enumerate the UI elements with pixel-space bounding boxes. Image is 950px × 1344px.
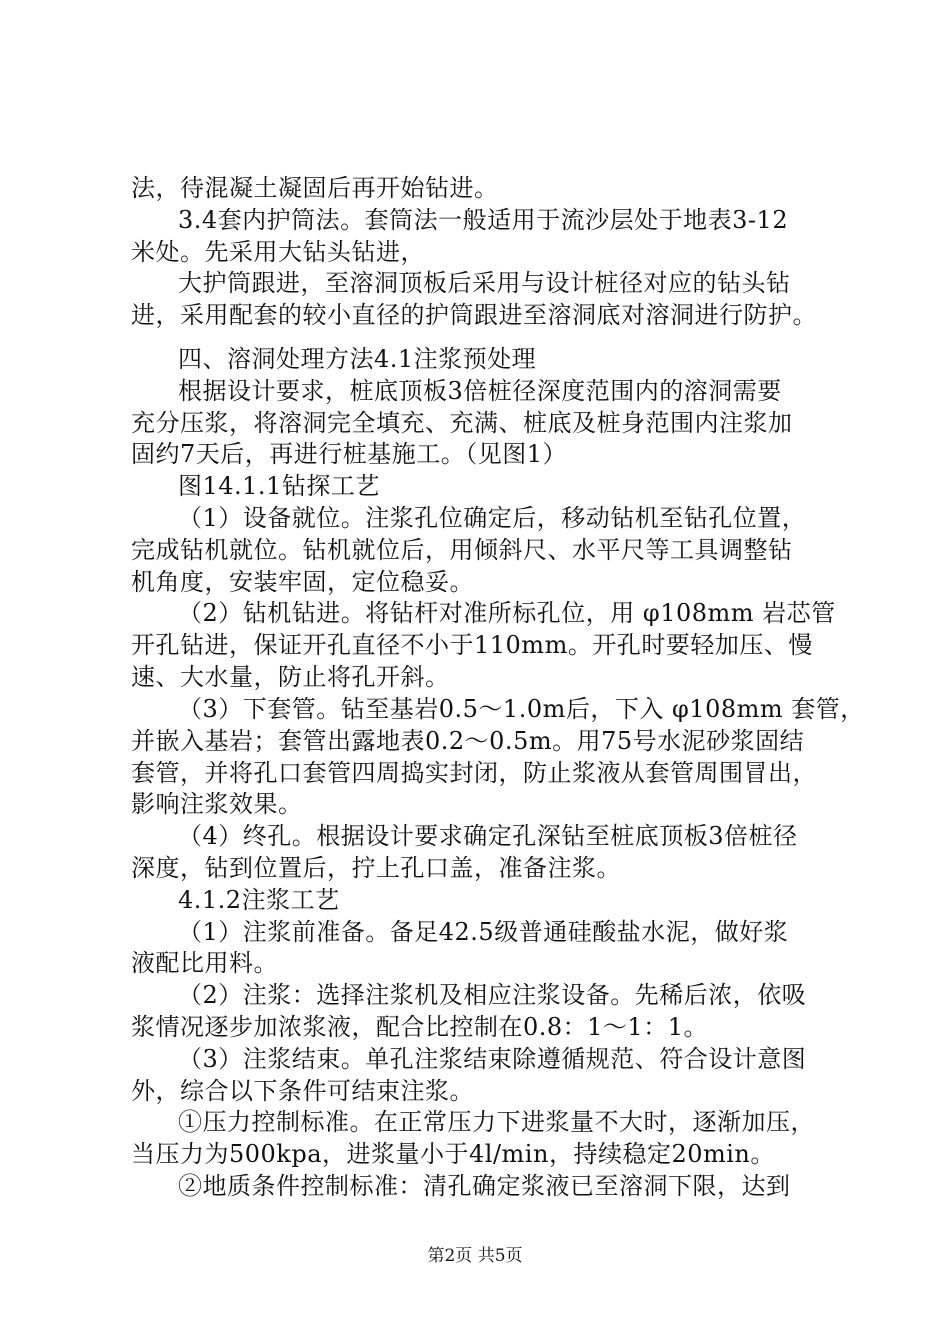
text-line: 充分压浆，将溶洞完全填充、充满、桩底及桩身范围内注浆加	[131, 409, 793, 437]
text-line: 浆情况逐步加浓浆液，配合比控制在0.8：1～1：1。	[131, 1013, 708, 1041]
subsection-heading: 图14.1.1钻探工艺	[178, 472, 380, 500]
text-line: 并嵌入基岩；套管出露地表0.2～0.5m。用75号水泥砂浆固结	[131, 727, 805, 755]
text-line: 影响注浆效果。	[131, 790, 303, 818]
text-line: ①压力控制标准。在正常压力下进浆量不大时，逐渐加压，	[178, 1108, 815, 1136]
text-line: 液配比用料。	[131, 949, 278, 977]
text-line: （2）注浆：选择注浆机及相应注浆设备。先稀后浓，依吸	[178, 981, 807, 1009]
text-line: 法，待混凝土凝固后再开始钻进。	[131, 174, 499, 202]
text-line: 开孔钻进，保证开孔直径不小于110mm。开孔时要轻加压、慢	[131, 631, 813, 659]
text-line: （2）钻机钻进。将钻杆对准所标孔位，用 φ108mm 岩芯管	[178, 599, 836, 627]
page-footer: 第2页 共5页	[427, 1246, 523, 1266]
text-line: 米处。先采用大钻头钻进，	[131, 238, 425, 266]
section-heading: 四、溶洞处理方法4.1注浆预处理	[178, 345, 537, 373]
text-line: 速、大水量，防止将孔开斜。	[131, 663, 450, 691]
text-line: 进，采用配套的较小直径的护筒跟进至溶洞底对溶洞进行防护。	[131, 301, 817, 329]
text-line: ②地质条件控制标准：清孔确定浆液已至溶洞下限，达到	[178, 1172, 791, 1200]
text-line: 根据设计要求，桩底顶板3倍桩径深度范围内的溶洞需要	[178, 377, 782, 405]
text-line: 机角度，安装牢固，定位稳妥。	[131, 568, 474, 596]
text-line: （3）下套管。钻至基岩0.5～1.0m后，下入 φ108mm 套管，	[178, 695, 865, 723]
text-line: 固约7天后，再进行桩基施工。（见图1）	[131, 440, 568, 468]
text-line: 外，综合以下条件可结束注浆。	[131, 1077, 474, 1105]
text-line: （1）注浆前准备。备足42.5级普通硅酸盐水泥，做好浆	[178, 918, 789, 946]
text-line: （3）注浆结束。单孔注浆结束除遵循规范、符合设计意图	[178, 1045, 807, 1073]
text-line: 套管，并将孔口套管四周捣实封闭，防止浆液从套管周围冒出，	[131, 759, 817, 787]
text-line: （1）设备就位。注浆孔位确定后，移动钻机至钻孔位置，	[178, 504, 807, 532]
text-line: 大护筒跟进，至溶洞顶板后采用与设计桩径对应的钻头钻	[178, 269, 791, 297]
text-line: 深度，钻到位置后，拧上孔口盖，准备注浆。	[131, 854, 621, 882]
text-line: （4）终孔。根据设计要求确定孔深钻至桩底顶板3倍桩径	[178, 822, 798, 850]
subsection-heading: 4.1.2注浆工艺	[178, 886, 340, 914]
text-line: 3.4套内护筒法。套筒法一般适用于流沙层处于地表3-12	[178, 206, 789, 234]
text-line: 当压力为500kpa，进浆量小于4l/min，持续稳定20min。	[131, 1140, 775, 1168]
text-line: 完成钻机就位。钻机就位后，用倾斜尺、水平尺等工具调整钻	[131, 536, 793, 564]
